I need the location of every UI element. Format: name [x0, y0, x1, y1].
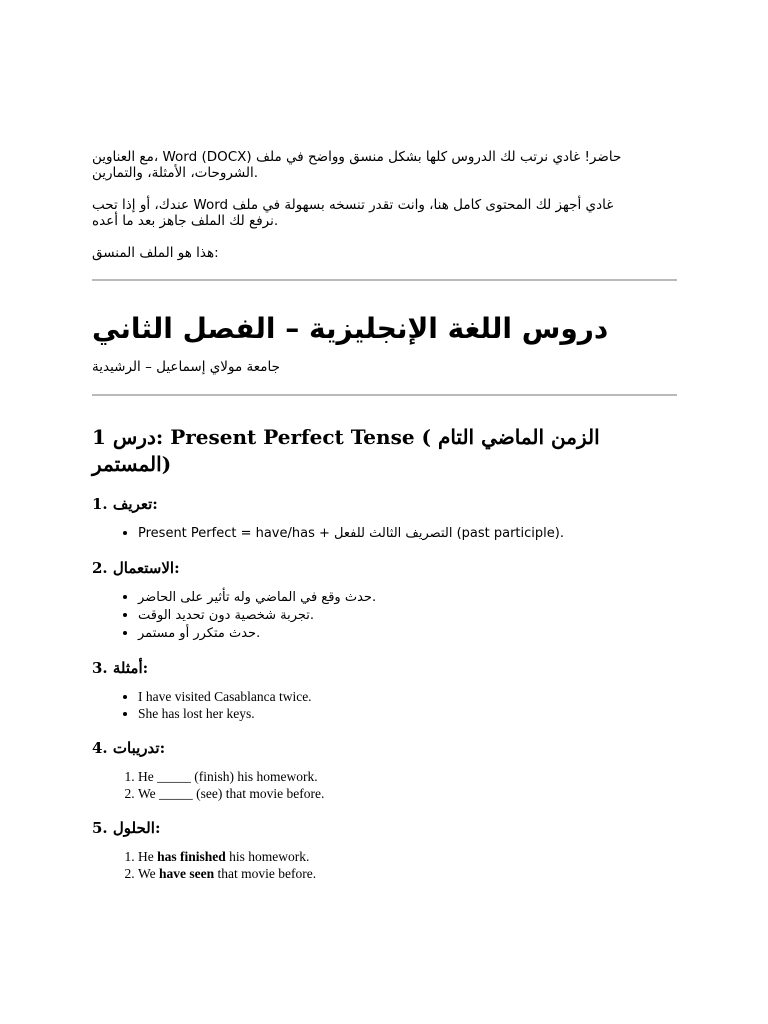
intro-paragraph-2 [92, 197, 677, 229]
solution-text: his homework. [225, 849, 310, 864]
lesson-title [92, 424, 677, 478]
solution-text: that movie before. [214, 866, 317, 881]
solution-answer: has finished [157, 849, 226, 864]
list-item [138, 848, 677, 865]
section-title-exercises: 4. تدريبات: [92, 739, 166, 757]
intro-paragraph-3: هذا هو الملف المنسق: [92, 245, 219, 261]
section-title-definition: 1. تعريف: [92, 495, 158, 513]
horizontal-rule [92, 394, 677, 396]
lesson-title-line-2: المستمر) [92, 452, 172, 476]
list-item: • She has lost her keys. [138, 705, 677, 722]
solution-text: He [138, 849, 158, 864]
list-item [138, 865, 677, 882]
intro-paragraph-1 [92, 149, 677, 181]
horizontal-rule [92, 279, 677, 281]
solution-text: We [138, 866, 160, 881]
examples-list [92, 688, 677, 722]
document-title: دروس اللغة الإنجليزية – الفصل الثاني [92, 312, 609, 345]
intro-paragraph-1-line-2: الشروحات، الأمثلة، والتمارين. [92, 165, 259, 181]
list-item [138, 524, 677, 542]
document-subtitle: جامعة مولاي إسماعيل – الرشيدية [92, 359, 280, 375]
list-item: 1. He _____ (finish) his homework. [138, 768, 677, 785]
list-item [138, 624, 677, 642]
solution-answer: have seen [159, 866, 215, 881]
exercises-list [92, 768, 677, 802]
section-title-usage: 2. الاستعمال: [92, 559, 180, 577]
list-item-text: حدث وقع في الماضي وله تأثير على الحاضر. [138, 590, 377, 605]
intro-paragraph-2-line-2: نرفع لك الملف جاهز بعد ما أعده. [92, 213, 279, 229]
section-title-solutions: 5. الحلول: [92, 819, 161, 837]
definition-list [92, 524, 677, 542]
list-item: • I have visited Casablanca twice. [138, 688, 677, 705]
list-item-text: تجربة شخصية دون تحديد الوقت. [138, 608, 315, 623]
list-item: 2. We _____ (see) that movie before. [138, 785, 677, 802]
intro-paragraph-1-line-1: مع العناوين، Word (DOCX) حاضر! غادي نرتب لك الدروس كلها بشكل منسق وواضح في ملف [92, 149, 622, 165]
document-page [92, 149, 677, 882]
list-item-text: Present Perfect = have/has + التصريف الثالث للفعل (past participle). [138, 526, 564, 541]
intro-paragraph-2-line-1: عندك، أو إذا تحب Word غادي أجهز لك المحتوى كامل هنا، وانت تقدر تنسخه بسهولة في ملف [92, 197, 614, 213]
list-item [138, 606, 677, 624]
list-item-text: حدث متكرر أو مستمر. [138, 626, 261, 641]
section-title-examples: 3. أمثلة: [92, 659, 149, 677]
list-item [138, 588, 677, 606]
solutions-list [92, 848, 677, 882]
lesson-title-line-1: 1 درس: Present Perfect Tense ( الزمن الماضي التام [92, 425, 600, 449]
usage-list [92, 588, 677, 642]
